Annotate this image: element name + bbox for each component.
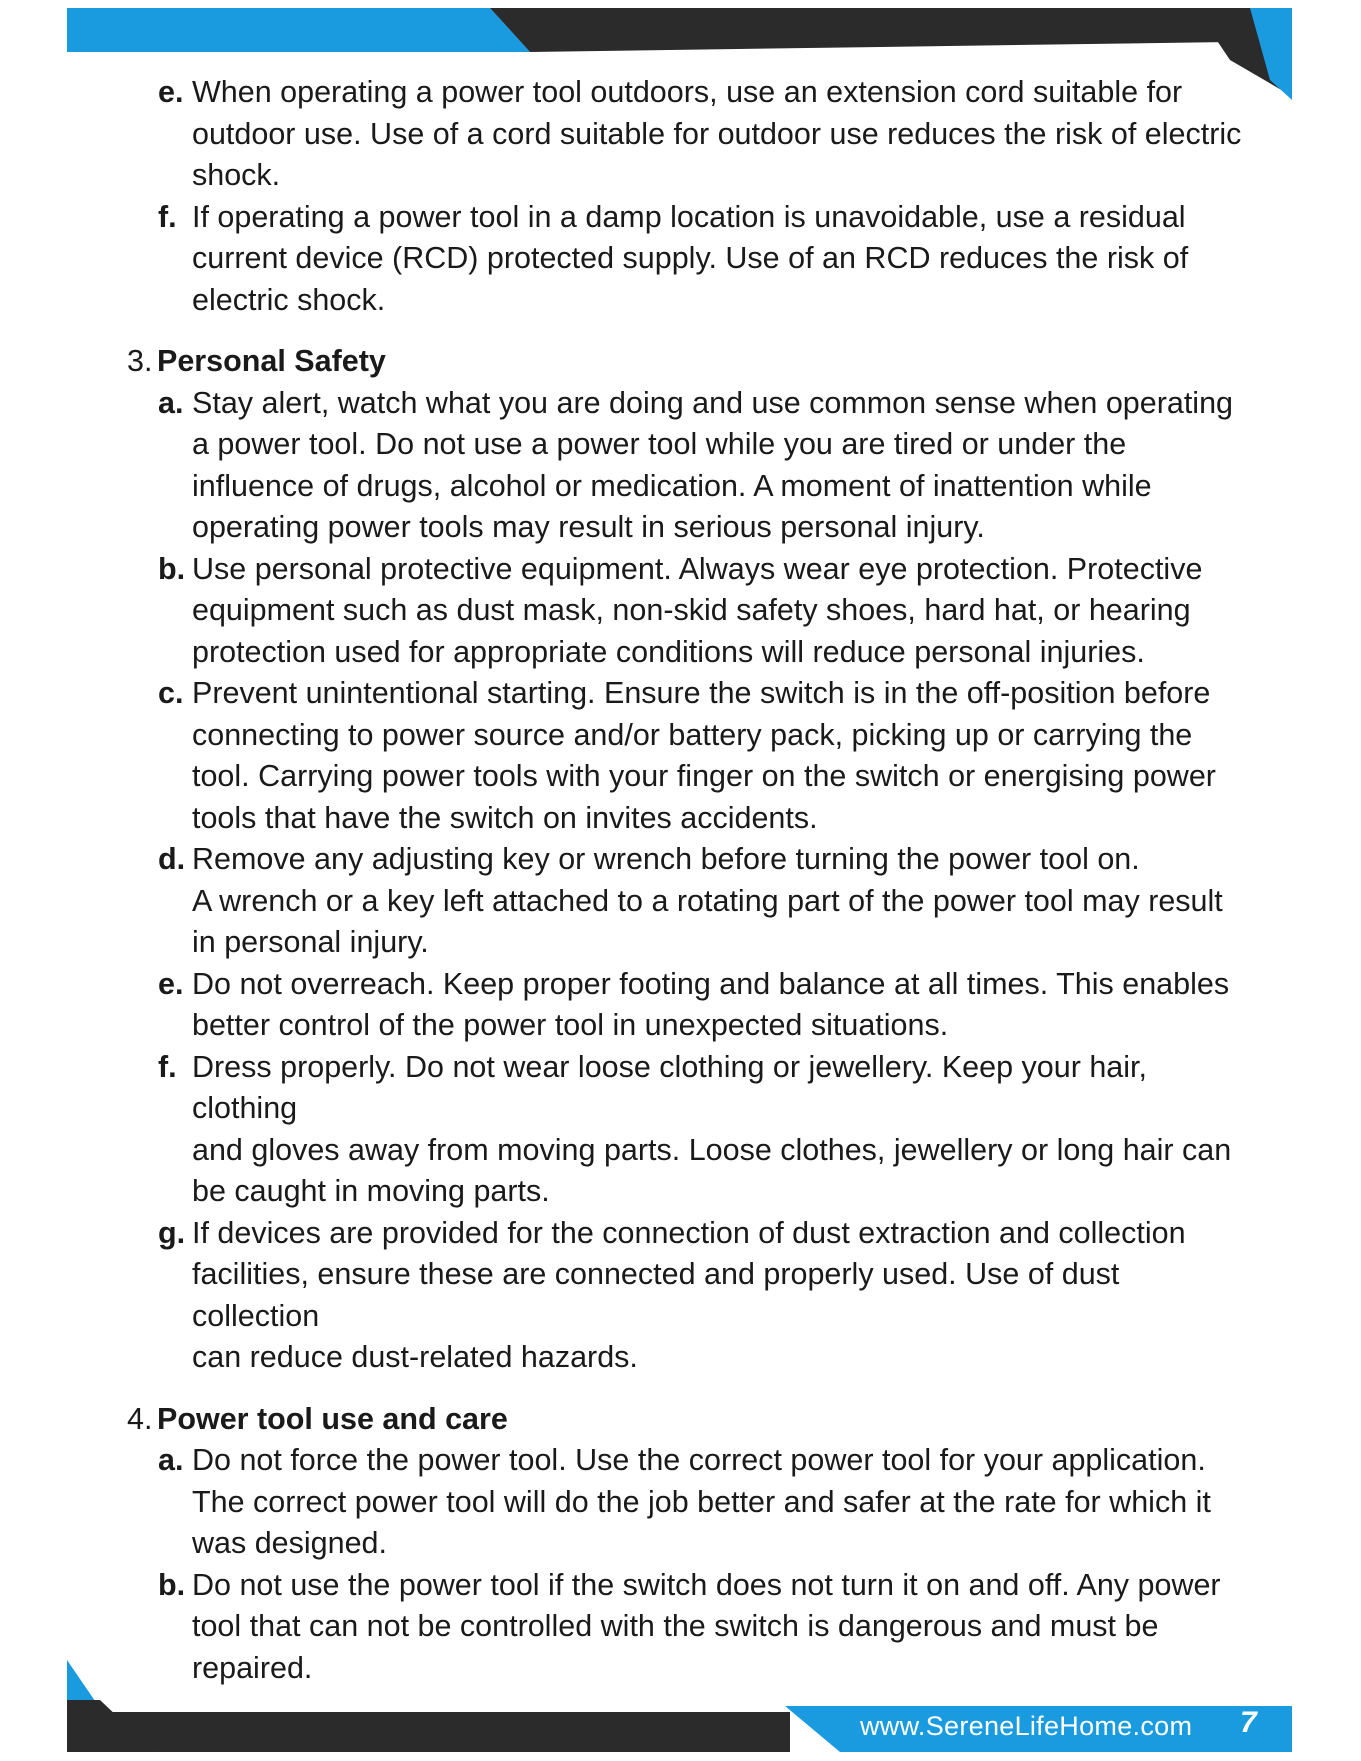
list-item [120, 1213, 1250, 1379]
continued-list [120, 72, 1250, 321]
item-text-line: a power tool. Do not use a power tool while you are tired or under the [192, 427, 1127, 461]
list-item [120, 964, 1250, 1047]
item-text-line: Stay alert, watch what you are doing and use common sense when operating [192, 385, 1234, 420]
item-text-line: current device (RCD) protected supply. Use of an RCD reduces the risk of [192, 241, 1189, 275]
item-letter: a. [158, 1443, 184, 1477]
item-text-line: When operating a power tool outdoors, use an extension cord suitable for [192, 75, 1183, 109]
item-text-line: influence of drugs, alcohol or medication. A moment of inattention while [192, 468, 1152, 503]
item-text-line: in personal injury. [192, 925, 429, 959]
item-text-line: connecting to power source and/or battery pack, picking up or carrying the [192, 717, 1193, 752]
header-dark-band [490, 8, 1230, 52]
list-item [120, 839, 1250, 964]
item-text-line: If operating a power tool in a damp location is unavoidable, use a residual [192, 199, 1186, 234]
item-text-line: shock. [192, 158, 281, 192]
item-text-line: If devices are provided for the connection of dust extraction and collection [192, 1215, 1186, 1250]
item-letter: e. [158, 75, 184, 109]
list-item [120, 549, 1250, 674]
item-letter: g. [158, 1215, 186, 1250]
item-letter: d. [158, 842, 186, 876]
section-number: 3. [127, 344, 153, 378]
item-letter: a. [158, 385, 184, 420]
item-text-line: Use personal protective equipment. Always wear eye protection. Protective [192, 551, 1203, 586]
item-text-line: tool. Carrying power tools with your finger on the switch or energising power [192, 759, 1216, 793]
item-letter: c. [158, 676, 184, 710]
list-item [120, 72, 1250, 197]
sections [120, 341, 1250, 1689]
item-text-line: better control of the power tool in unexpected situations. [192, 1008, 949, 1042]
item-text-line: repaired. [192, 1650, 313, 1685]
page-number: 7 [1240, 1706, 1257, 1739]
section-title: Personal Safety [157, 344, 386, 378]
list-item [120, 1440, 1250, 1565]
item-text-line: Remove any adjusting key or wrench before turning the power tool on. [192, 842, 1140, 876]
item-text-line: electric shock. [192, 282, 386, 317]
item-text-line: Do not overreach. Keep proper footing and balance at all times. This enables [192, 966, 1230, 1001]
item-text-line: outdoor use. Use of a cord suitable for outdoor use reduces the risk of electric [192, 116, 1242, 151]
section-number: 4. [127, 1401, 153, 1436]
section-heading [120, 341, 1250, 383]
item-text-line: tool that can not be controlled with the switch is dangerous and must be [192, 1609, 1159, 1643]
item-text-line: Do not use the power tool if the switch does not turn it on and off. Any power [192, 1567, 1221, 1602]
item-text-line: The correct power tool will do the job better and safer at the rate for which it [192, 1484, 1211, 1519]
item-text-line: operating power tools may result in serious personal injury. [192, 510, 985, 544]
item-letter: e. [158, 966, 184, 1001]
document-body [120, 72, 1250, 1689]
item-text-line: A wrench or a key left attached to a rotating part of the power tool may result [192, 883, 1223, 918]
item-text-line: Prevent unintentional starting. Ensure the switch is in the off-position before [192, 676, 1211, 710]
footer-website: www.SereneLifeHome.com [860, 1711, 1193, 1741]
list-item [120, 1047, 1250, 1213]
item-text-line: equipment such as dust mask, non-skid safety shoes, hard hat, or hearing [192, 593, 1191, 627]
item-letter: b. [158, 1567, 186, 1602]
item-text-line: facilities, ensure these are connected and properly used. Use of dust collection [192, 1257, 1120, 1333]
item-text-line: Dress properly. Do not wear loose clothing or jewellery. Keep your hair, clothing [192, 1049, 1147, 1125]
header-blue-band [67, 8, 530, 52]
list-item [120, 197, 1250, 322]
list-item [120, 383, 1250, 549]
item-text-line: can reduce dust-related hazards. [192, 1340, 638, 1374]
item-text-line: and gloves away from moving parts. Loose clothes, jewellery or long hair can [192, 1132, 1232, 1167]
item-text-line: protection used for appropriate conditions will reduce personal injuries. [192, 634, 1145, 669]
item-text-line: Do not force the power tool. Use the correct power tool for your application. [192, 1443, 1206, 1477]
footer-dark-band [100, 1712, 790, 1752]
item-text-line: be caught in moving parts. [192, 1174, 550, 1208]
item-text-line: tools that have the switch on invites accidents. [192, 800, 818, 835]
item-letter: f. [158, 199, 177, 234]
item-text-line: was designed. [192, 1526, 387, 1560]
list-item [120, 673, 1250, 839]
section-title: Power tool use and care [157, 1401, 508, 1436]
section-heading [120, 1399, 1250, 1441]
item-letter: b. [158, 551, 186, 586]
list-item [120, 1565, 1250, 1690]
item-letter: f. [158, 1049, 177, 1084]
